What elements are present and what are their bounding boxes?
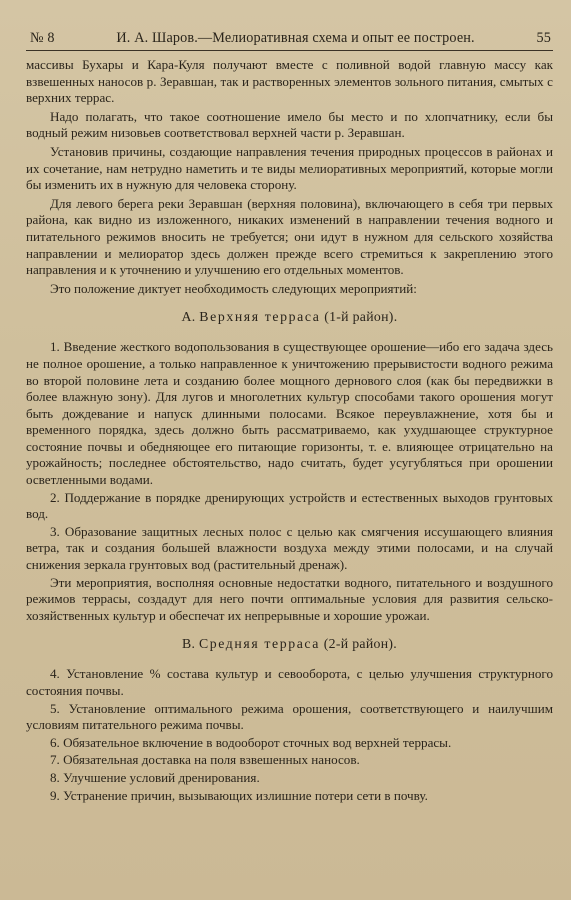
section-district: (1-й район). <box>324 309 398 325</box>
list-item: 9. Устранение причин, вызывающих излишние потери сети в почву. <box>50 787 428 803</box>
running-header <box>26 30 553 51</box>
section-heading-middle-terrace <box>26 635 553 653</box>
page-number: 55 <box>536 30 551 46</box>
issue-number: № 8 <box>30 30 55 46</box>
paragraph: Установив причины, создающие направления течения природных процессов в районах и их сочетание, нам нетрудно наметить и те виды мелиоративных мероприятий, которые могли бы изменить их в нужную для человека сторону. <box>26 143 553 193</box>
paragraph: Надо полагать, что такое соотношение имело бы место и по хлопчатнику, если бы водный режим низовьев соответствовал верхней части р. Зеравшан. <box>26 108 553 141</box>
section-title: Средняя терраса <box>198 636 321 652</box>
section-letter: В. <box>181 636 196 652</box>
section-letter: А. <box>181 309 196 325</box>
list-item: 7. Обязательная доставка на поля взвешенных наносов. <box>50 752 360 768</box>
section-heading-upper-terrace <box>26 308 553 326</box>
list-item: 3. Образование защитных лесных полос с целью как смягчения иссушающего влияния ветра, так и создания большей влажности воздуха между этими полосами, и на случай снижения зеркала грунтовых вод (растительный дренаж). <box>26 523 553 573</box>
list-item: 1. Введение жесткого водопользования в существующее орошение—ибо его задача здесь не полное орошение, а только направленное к уничтожению прерывистости водного режима во второй половине лета и созданию более мощного дернового слоя (как бы передвижки в более влажную зону). Для лугов и многолетних культур способами такого орошения могут быть дождевание и напуск длинными полосами. Всякое переувлажнение, хотя бы и временного порядка, здесь должно быть рассматриваемо, как ухудшающее структурное состояние почвы и обедняющее его питающие горизонты, т. е. влияющее отрицательно на урожайность; последнее обстоятельство, надо считать, будет усугубляться при орошении осветленными водами. <box>26 339 553 488</box>
list-item: 6. Обязательное включение в водооборот сточных вод верхней террасы. <box>50 734 452 750</box>
section-district: (2-й район). <box>323 636 398 652</box>
list-item: 5. Установление оптимального режима орошения, соответствующего и наилучшим условиям питательного режима почвы. <box>26 700 553 733</box>
paragraph-continuation: массивы Бухары и Кара-Куля получают вместе с поливной водой главную массу как взвешенных наносов р. Зеравшан, так и растворенных элементов зольного питания, смытых с верхних террас. <box>26 57 553 106</box>
body-text <box>26 57 553 804</box>
section-title: Верхняя терраса <box>199 309 321 325</box>
list-item: 8. Улучшение условий дренирования. <box>50 769 260 785</box>
paragraph-intro-measures: Это положение диктует необходимость следующих мероприятий: <box>50 280 417 296</box>
paragraph: Для левого берега реки Зеравшан (верхняя половина), включающего в себя три первых района, как видно из изложенного, никаких изменений в направлении течения водного и питательного режимов вносить не требуется; они идут в нужном для сельского хозяйства направлении и мелиоратор здесь должен прежде всего стремиться к закреплению этого направления и к уточнению и улучшению его отдельных моментов. <box>26 195 553 278</box>
list-item: 4. Установление % состава культур и севооборота, с целью улучшения структурного состояния почвы. <box>26 666 553 698</box>
list-item: 2. Поддержание в порядке дренирующих устройств и естественных выходов грунтовых вод. <box>26 489 553 522</box>
paragraph-summary: Эти мероприятия, восполняя основные недостатки водного, питательного и воздушного режимов террасы, создадут для него почти оптимальные условия для развития сельско-хозяйственных культур и обеспечат их непрерывные и хорошие урожаи. <box>26 574 553 623</box>
running-title: И. А. Шаров.—Мелиоративная схема и опыт ее построен. <box>116 30 475 46</box>
